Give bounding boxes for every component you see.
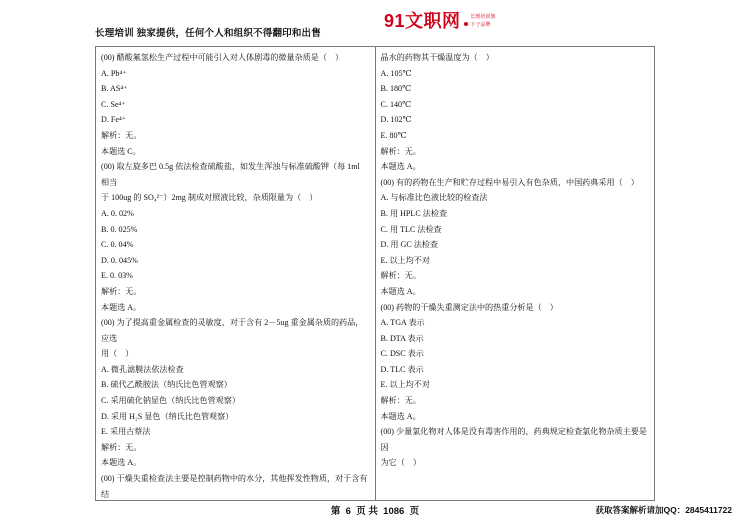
question-stem: (00) 有的药物在生产和贮存过程中易引入有色杂质，中国药典采用（ ） (380, 177, 639, 187)
option-b: B. 0. 025% (101, 224, 138, 234)
answer-text: 本题选 A。 (101, 458, 142, 468)
analysis-text: 解析：无。 (380, 271, 421, 281)
option-a: A. 微孔滤膜法依法检查 (101, 364, 184, 374)
option-e: E. 以上均不对 (380, 380, 430, 390)
option-c: C. 0. 04% (101, 240, 134, 250)
option-b: B. 180℃ (380, 84, 412, 94)
option-a: A. 0. 02% (101, 208, 134, 218)
option-b: B. 用 HPLC 法检查 (380, 208, 448, 218)
option-b: B. DTA 表示 (380, 333, 424, 343)
option-d: D. Fe⁴⁺ (101, 115, 127, 125)
option-c: C. Se⁴⁺ (101, 99, 126, 109)
question-stem: (00) 干燥失重检查法主要是控制药物中的水分，其他挥发性物质，对于含有结 (101, 474, 368, 499)
analysis-text: 解析：无。 (380, 146, 421, 156)
right-column (376, 47, 656, 500)
option-b: B. 硫代乙酰胺法（纳氏比色管观察） (101, 380, 232, 390)
answer-text: 本题选 A。 (380, 162, 421, 172)
option-b: B. AS⁴⁺ (101, 84, 128, 94)
question-stem: (00) 为了提高重金属检查的灵敏度，对于含有 2－5ug 重金属杂质的药品，应选 (101, 318, 364, 343)
option-a: A. 与标准比色液比较的检查法 (380, 193, 488, 203)
question-block (381, 300, 650, 425)
left-column (96, 47, 376, 500)
analysis-text: 解析：无。 (101, 286, 142, 296)
question-block (381, 50, 650, 175)
option-e: E. 80℃ (380, 130, 407, 140)
question-stem-cont: 用（ ） (101, 349, 134, 359)
option-d: D. TLC 表示 (380, 364, 424, 374)
analysis-text: 解析：无。 (101, 130, 142, 140)
option-e: E. 以上均不对 (380, 255, 430, 265)
option-d: D. 采用 H₂S 显色（纳氏比色管观察） (101, 411, 234, 421)
option-a: A. TGA 表示 (380, 318, 425, 328)
question-block (101, 471, 370, 500)
question-stem: (00) 取左旋多巴 0.5g 依法检查硫酸盐，如发生浑浊与标准硫酸钾（每 1ml 相当 (101, 162, 362, 187)
answer-text: 本题选 A。 (380, 411, 421, 421)
option-e: E. 0. 03% (101, 271, 133, 281)
option-a: A. Pb⁴⁺ (101, 68, 127, 78)
option-c: C. 用 TLC 法检查 (380, 224, 442, 234)
brand-dot-icon (464, 22, 468, 26)
analysis-text: 解析：无。 (101, 442, 142, 452)
question-stem-cont: 晶水的药物其干燥温度为（ ） (380, 53, 494, 62)
question-block (101, 315, 370, 471)
option-c: C. 采用硫化钠显色（纳氏比色管观察） (101, 396, 240, 406)
option-e: E. 采用古蔡法 (101, 427, 151, 437)
contact-qq-note: 获取答案解析请加QQ：2845411722 (595, 505, 732, 515)
option-c: C. DSC 表示 (380, 349, 424, 359)
question-stem: (00) 少量氯化物对人体是没有毒害作用的，药典规定检查氯化物杂质主要是因 (380, 427, 647, 452)
page-label-prefix: 第 (330, 506, 341, 517)
page-header (0, 0, 750, 46)
brand-tagline-line2: 下子品牌 (470, 21, 491, 28)
answer-text: 本题选 A。 (380, 286, 421, 296)
option-d: D. 0. 045% (101, 255, 138, 265)
option-d: D. 用 GC 法检查 (380, 240, 439, 250)
site-logo (384, 12, 496, 30)
option-a: A. 105℃ (380, 68, 412, 78)
question-stem-cont: 为它（ ） (380, 458, 421, 468)
brand-tagline (471, 14, 496, 30)
option-c: C. 140℃ (380, 99, 412, 109)
analysis-text: 解析：无。 (380, 396, 421, 406)
page-total: 1086 (383, 506, 405, 517)
page-footer (0, 503, 750, 521)
question-block (381, 175, 650, 300)
question-block (101, 159, 370, 315)
question-block (101, 50, 370, 159)
header-copyright-note: 长理培训 独家提供，任何个人和组织不得翻印和出售 (95, 28, 321, 39)
page-mid-label: 页 共 (356, 506, 378, 517)
page-current: 6 (345, 506, 351, 517)
question-stem-cont: 于 100ug 的 SO₄²⁻）2mg 制成对照液比较，杂质限量为（ ） (101, 193, 318, 203)
question-stem: (00) 药物的干燥失重测定法中的热重分析是（ ） (380, 302, 558, 312)
answer-text: 本题选 C。 (101, 146, 141, 156)
page-suffix-label: 页 (409, 506, 420, 517)
document-content-table (95, 46, 655, 501)
brand-name: 91文职网 (384, 11, 461, 31)
brand-tagline-line1: 长理培训旗 (470, 14, 496, 20)
question-block (381, 424, 650, 471)
answer-text: 本题选 A。 (101, 302, 142, 312)
question-stem: (00) 醋酸氟氢松生产过程中可能引入对人体剧毒的微量杂质是（ ） (101, 53, 344, 62)
option-d: D. 102℃ (380, 115, 412, 125)
